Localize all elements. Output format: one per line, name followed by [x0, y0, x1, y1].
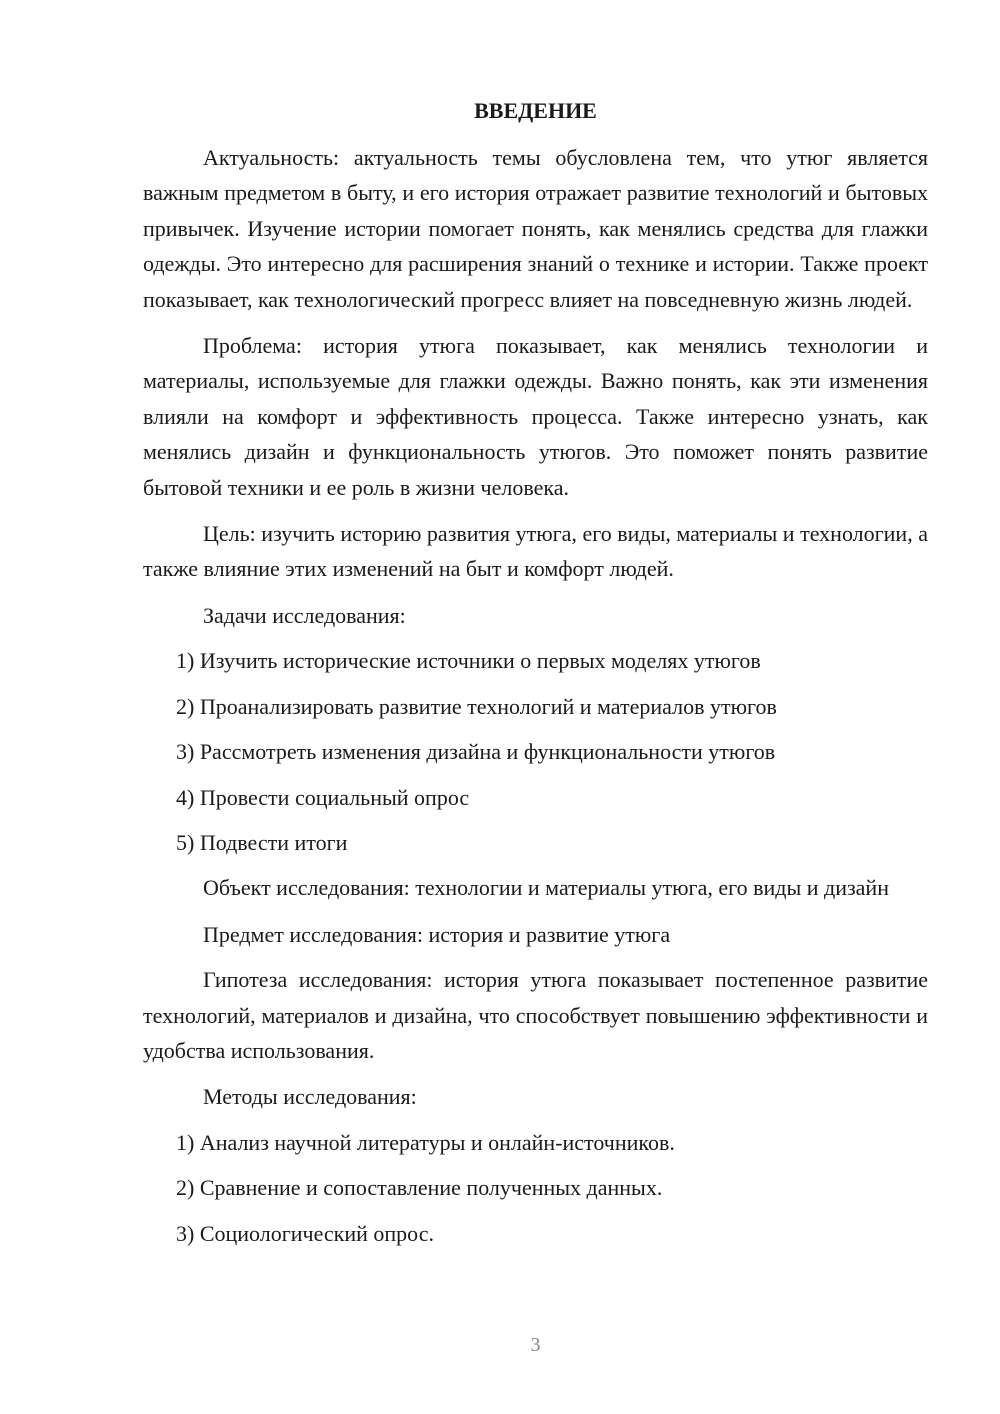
- tasks-list: [143, 643, 928, 860]
- list-item: 2) Сравнение и сопоставление полученных данных.: [176, 1175, 663, 1201]
- list-item: 1) Анализ научной литературы и онлайн-источников.: [176, 1129, 675, 1155]
- list-item: 3) Социологический опрос.: [176, 1220, 434, 1246]
- list-item: 5) Подвести итоги: [176, 829, 348, 855]
- document-page: [143, 0, 928, 1414]
- list-item: 4) Провести социальный опрос: [176, 784, 470, 810]
- relevance-paragraph: Актуальность: актуальность темы обусловлена тем, что утюг является важным предметом в быту, и его история отражает развитие технологий и бытовых привычек. Изучение истории помогает понять, как менялись средства для глажки одежды. Это интересно для расширения знаний о технике и истории. Также проект показывает, как технологический прогресс влияет на повседневную жизнь людей.: [143, 145, 928, 312]
- methods-heading: Методы исследования:: [203, 1084, 417, 1110]
- subject-paragraph: Предмет исследования: история и развитие утюга: [203, 921, 671, 947]
- list-item: 1) Изучить исторические источники о первых моделях утюгов: [176, 648, 761, 674]
- tasks-heading: Задачи исследования:: [203, 602, 406, 628]
- list-item: 3) Рассмотреть изменения дизайна и функциональности утюгов: [176, 739, 776, 765]
- goal-paragraph: Цель: изучить историю развития утюга, его виды, материалы и технологии, а также влияние этих изменений на быт и комфорт людей.: [143, 521, 928, 582]
- page-title: ВВЕДЕНИЕ: [474, 98, 597, 123]
- problem-paragraph: Проблема: история утюга показывает, как менялись технологии и материалы, используемые для глажки одежды. Важно понять, как эти изменения влияли на комфорт и эффективность процесса. Также интересно узнать, как менялись дизайн и функциональность утюгов. Это поможет понять развитие бытовой техники и ее роль в жизни человека.: [143, 333, 928, 500]
- object-paragraph: Объект исследования: технологии и материалы утюга, его виды и дизайн: [203, 875, 889, 901]
- page-content: [143, 140, 928, 1261]
- page-number: 3: [530, 1334, 541, 1356]
- methods-list: [143, 1125, 928, 1251]
- hypothesis-paragraph: Гипотеза исследования: история утюга показывает постепенное развитие технологий, материалов и дизайна, что способствует повышению эффективности и удобства использования.: [143, 967, 928, 1063]
- list-item: 2) Проанализировать развитие технологий и материалов утюгов: [176, 693, 777, 719]
